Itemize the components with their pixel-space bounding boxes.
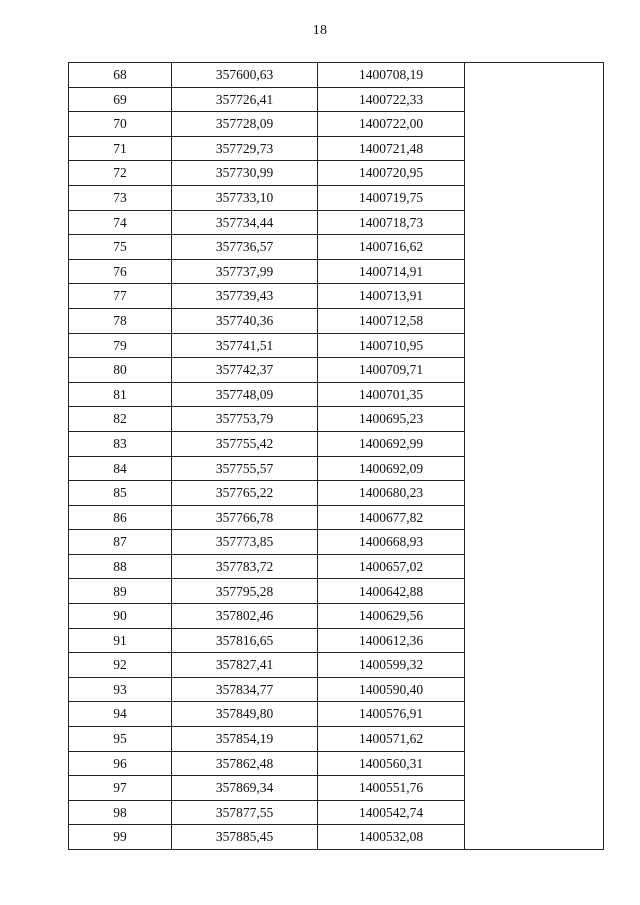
x-coordinate-cell: 357728,09	[172, 112, 318, 137]
x-coordinate-cell: 357730,99	[172, 161, 318, 186]
point-number-cell: 97	[69, 776, 172, 801]
point-number-cell: 68	[69, 63, 172, 88]
page-number: 18	[312, 23, 328, 38]
point-number-cell: 83	[69, 431, 172, 456]
point-number-cell: 84	[69, 456, 172, 481]
point-number-cell: 77	[69, 284, 172, 309]
y-coordinate-cell: 1400668,93	[318, 530, 465, 555]
x-coordinate-cell: 357827,41	[172, 653, 318, 678]
point-number-cell: 69	[69, 87, 172, 112]
x-coordinate-cell: 357766,78	[172, 505, 318, 530]
y-coordinate-cell: 1400692,99	[318, 431, 465, 456]
y-coordinate-cell: 1400692,09	[318, 456, 465, 481]
x-coordinate-cell: 357869,34	[172, 776, 318, 801]
point-number-cell: 76	[69, 259, 172, 284]
x-coordinate-cell: 357736,57	[172, 235, 318, 260]
point-number-cell: 72	[69, 161, 172, 186]
coordinates-table	[68, 62, 604, 850]
y-coordinate-cell: 1400713,91	[318, 284, 465, 309]
y-coordinate-cell: 1400721,48	[318, 136, 465, 161]
x-coordinate-cell: 357739,43	[172, 284, 318, 309]
point-number-cell: 81	[69, 382, 172, 407]
point-number-cell: 95	[69, 727, 172, 752]
y-coordinate-cell: 1400532,08	[318, 825, 465, 850]
point-number-cell: 73	[69, 185, 172, 210]
point-number-cell: 87	[69, 530, 172, 555]
x-coordinate-cell: 357740,36	[172, 308, 318, 333]
y-coordinate-cell: 1400709,71	[318, 358, 465, 383]
point-number-cell: 93	[69, 677, 172, 702]
y-coordinate-cell: 1400560,31	[318, 751, 465, 776]
y-coordinate-cell: 1400542,74	[318, 800, 465, 825]
y-coordinate-cell: 1400714,91	[318, 259, 465, 284]
x-coordinate-cell: 357748,09	[172, 382, 318, 407]
point-number-cell: 74	[69, 210, 172, 235]
y-coordinate-cell: 1400716,62	[318, 235, 465, 260]
point-number-cell: 91	[69, 628, 172, 653]
x-coordinate-cell: 357737,99	[172, 259, 318, 284]
point-number-cell: 88	[69, 554, 172, 579]
y-coordinate-cell: 1400720,95	[318, 161, 465, 186]
x-coordinate-cell: 357741,51	[172, 333, 318, 358]
point-number-cell: 82	[69, 407, 172, 432]
x-coordinate-cell: 357734,44	[172, 210, 318, 235]
x-coordinate-cell: 357742,37	[172, 358, 318, 383]
y-coordinate-cell: 1400695,23	[318, 407, 465, 432]
point-number-cell: 75	[69, 235, 172, 260]
point-number-cell: 79	[69, 333, 172, 358]
point-number-cell: 71	[69, 136, 172, 161]
coordinates-table-container	[68, 62, 603, 850]
x-coordinate-cell: 357783,72	[172, 554, 318, 579]
y-coordinate-cell: 1400680,23	[318, 481, 465, 506]
x-coordinate-cell: 357765,22	[172, 481, 318, 506]
y-coordinate-cell: 1400629,56	[318, 604, 465, 629]
x-coordinate-cell: 357729,73	[172, 136, 318, 161]
y-coordinate-cell: 1400612,36	[318, 628, 465, 653]
x-coordinate-cell: 357753,79	[172, 407, 318, 432]
point-number-cell: 99	[69, 825, 172, 850]
y-coordinate-cell: 1400599,32	[318, 653, 465, 678]
point-number-cell: 85	[69, 481, 172, 506]
x-coordinate-cell: 357816,65	[172, 628, 318, 653]
y-coordinate-cell: 1400718,73	[318, 210, 465, 235]
x-coordinate-cell: 357755,42	[172, 431, 318, 456]
x-coordinate-cell: 357802,46	[172, 604, 318, 629]
x-coordinate-cell: 357733,10	[172, 185, 318, 210]
y-coordinate-cell: 1400710,95	[318, 333, 465, 358]
y-coordinate-cell: 1400708,19	[318, 63, 465, 88]
x-coordinate-cell: 357834,77	[172, 677, 318, 702]
point-number-cell: 98	[69, 800, 172, 825]
x-coordinate-cell: 357862,48	[172, 751, 318, 776]
y-coordinate-cell: 1400712,58	[318, 308, 465, 333]
y-coordinate-cell: 1400719,75	[318, 185, 465, 210]
table-row	[69, 63, 604, 88]
x-coordinate-cell: 357773,85	[172, 530, 318, 555]
point-number-cell: 94	[69, 702, 172, 727]
point-number-cell: 80	[69, 358, 172, 383]
y-coordinate-cell: 1400642,88	[318, 579, 465, 604]
y-coordinate-cell: 1400571,62	[318, 727, 465, 752]
x-coordinate-cell: 357877,55	[172, 800, 318, 825]
point-number-cell: 86	[69, 505, 172, 530]
point-number-cell: 89	[69, 579, 172, 604]
coordinates-table-body	[69, 63, 604, 850]
y-coordinate-cell: 1400722,33	[318, 87, 465, 112]
y-coordinate-cell: 1400722,00	[318, 112, 465, 137]
y-coordinate-cell: 1400590,40	[318, 677, 465, 702]
x-coordinate-cell: 357726,41	[172, 87, 318, 112]
x-coordinate-cell: 357755,57	[172, 456, 318, 481]
y-coordinate-cell: 1400657,02	[318, 554, 465, 579]
x-coordinate-cell: 357854,19	[172, 727, 318, 752]
point-number-cell: 70	[69, 112, 172, 137]
x-coordinate-cell: 357885,45	[172, 825, 318, 850]
y-coordinate-cell: 1400576,91	[318, 702, 465, 727]
point-number-cell: 96	[69, 751, 172, 776]
point-number-cell: 92	[69, 653, 172, 678]
y-coordinate-cell: 1400701,35	[318, 382, 465, 407]
notes-cell	[465, 63, 604, 850]
x-coordinate-cell: 357600,63	[172, 63, 318, 88]
x-coordinate-cell: 357849,80	[172, 702, 318, 727]
x-coordinate-cell: 357795,28	[172, 579, 318, 604]
point-number-cell: 78	[69, 308, 172, 333]
y-coordinate-cell: 1400551,76	[318, 776, 465, 801]
y-coordinate-cell: 1400677,82	[318, 505, 465, 530]
point-number-cell: 90	[69, 604, 172, 629]
